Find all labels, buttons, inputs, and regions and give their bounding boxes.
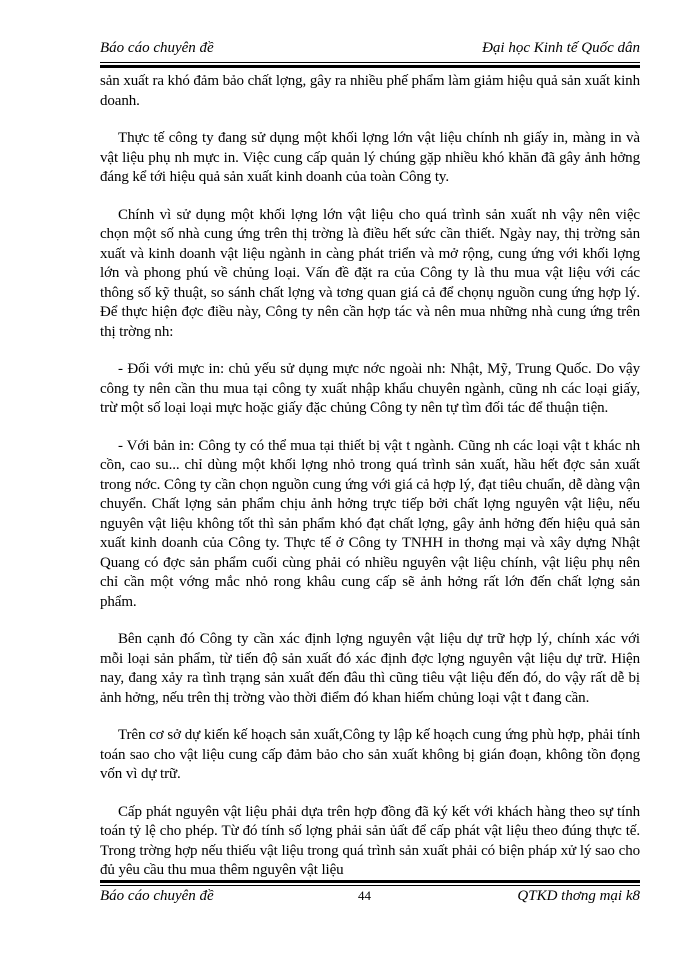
paragraph: Bên cạnh đó Công ty cần xác định lợng nguyên vật liệu dự trữ hợp lý, chính xác với mỗi loại sản phẩm, từ tiến độ sản xuất đó xác định đợc lợng nguyên vật liệu dự trữ. Hiện nay, đang xảy ra tình trạng sản xuất đến đâu thì cũng tiêu vật liệu đến đó, do vậy rất dễ bị ảnh hởng, nếu trên thị trờng vào thời điểm đó khan hiếm chủng loại vật t đang cần.	[100, 631, 640, 706]
footer-rule-thin	[100, 885, 640, 886]
footer-course: QTKD thơng mại k8	[517, 888, 640, 904]
footer-rule-thick	[100, 880, 640, 883]
paragraph: Cấp phát nguyên vật liệu phải dựa trên hợp đồng đã ký kết với khách hàng theo sự tính toán tỷ lệ cho phép. Từ đó tính số lợng phải sản ủất để cấp phát vật liệu theo đúng thực tế. Trong trờng hợp nếu thiếu vật liệu trong quá trình sản xuất phải có biện pháp xử lý sao cho đủ yêu cầu thu mua thêm nguyên vật liệu	[100, 803, 640, 878]
paragraph: - Với bản in: Công ty có thể mua tại thiết bị vật t ngành. Cũng nh các loại vật t khác nh cồn, cao su... chỉ dùng một khối lợng nhỏ trong quá trình sản xuất, hầu hết đợc sản xuất trong nớc. Công ty cần chọn nguồn cung ứng với giá cả hợp lý, đạt tiêu chuẩn, dễ dàng vận chuyển. Chất lợng sản phẩm chịu ảnh hởng trực tiếp bởi chất lợng nguyên vật liệu, nếu nguyên vật liệu không tốt thì sản phẩm khó đạt chất lợng, gây ảnh hởng đến hiệu quả sản xuất kinh doanh của Công ty. Thực tế ở Công ty TNHH in thơng mại và xây dựng Nhật Quang có đợc sản phẩm cuối cùng phải có nhiều nguyên vật liệu chính, vật liệu phụ nên chỉ cần một vớng mắc nhỏ rong khâu cung cấp sẽ ảnh hởng rất lớn đến chất lợng sản phẩm.	[100, 437, 640, 610]
footer-report-title: Báo cáo chuyên đề	[100, 888, 214, 904]
page-header	[100, 40, 640, 60]
document-body	[100, 72, 640, 899]
paragraph-continuation: sản xuất ra khó đảm bảo chất lợng, gây ra nhiều phế phẩm làm giảm hiệu quả sản xuất kinh doanh.	[100, 73, 640, 109]
paragraph: - Đối với mực in: chủ yếu sử dụng mực nớc ngoài nh: Nhật, Mỹ, Trung Quốc. Do vậy công ty nên cần thu mua tại công ty xuất nhập khẩu chuyên ngành, cũng nh các loại giấy, trừ một số loại loại mực hoặc giấy đặc chủng Công ty nên tự tìm đối tác để thuận tiện.	[100, 361, 640, 416]
header-university: Đại học Kinh tế Quốc dân	[482, 40, 640, 56]
header-report-title: Báo cáo chuyên đề	[100, 40, 214, 56]
header-rule-thin	[100, 62, 640, 63]
paragraph: Thực tế công ty đang sử dụng một khối lợng lớn vật liệu chính nh giấy in, màng in và vật liệu phụ nh mực in. Việc cung cấp quản lý chúng gặp nhiều khó khăn đã gây ảnh hởng đáng kể tới hiệu quả sản xuất kinh doanh của toàn Công ty.	[100, 130, 640, 185]
paragraph: Chính vì sử dụng một khối lợng lớn vật liệu cho quá trình sản xuất nh vậy nên việc chọn một số nhà cung ứng trên thị trờng là điều hết sức cần thiết. Ngày nay, thị trờng sản xuất và kinh doanh vật liệu ngành in càng phát triển và mở rộng, cung ứng với khối lợng lớn và phong phú về chủng loại. Vấn đề đặt ra của Công ty là thu mua vật liệu với các thông số kỹ thuật, so sánh chất lợng và tơng quan giá cả để chọnụ nguồn cung ứng hợp lý. Để thực hiện đợc điều này, Công ty nên cần hợp tác và nên mua những nhà cung ứng trên thị trờng nh:	[100, 206, 640, 340]
paragraph: Trên cơ sở dự kiến kế hoạch sản xuất,Công ty lập kế hoạch cung ứng phù hợp, phải tính toán sao cho vật liệu cung cấp đảm bảo cho sản xuất không bị gián đoạn, không tồn đọng vốn vì dự trữ.	[100, 727, 640, 782]
page-footer	[100, 888, 640, 908]
header-rule-thick	[100, 65, 640, 68]
page-number: 44	[358, 888, 371, 903]
